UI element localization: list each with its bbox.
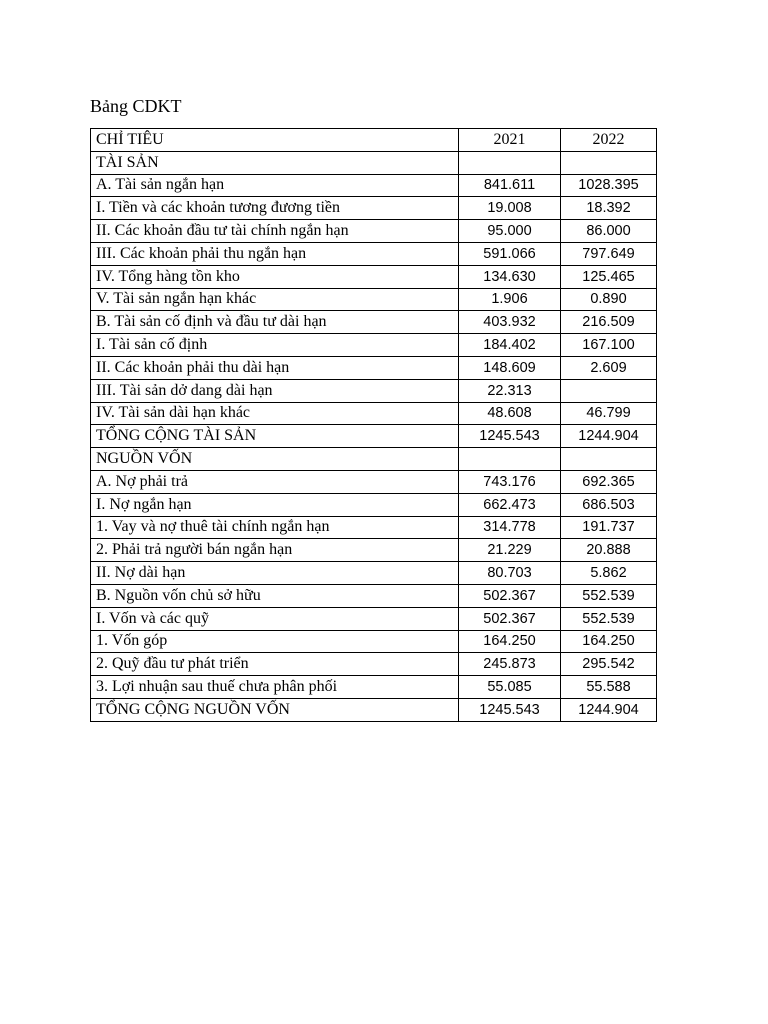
table-row bbox=[91, 493, 657, 516]
row-value-2022: 552.539 bbox=[561, 607, 657, 630]
row-value-2021: 502.367 bbox=[459, 584, 561, 607]
row-value-2022: 191.737 bbox=[561, 516, 657, 539]
table-row bbox=[91, 698, 657, 721]
row-label: 1. Vay và nợ thuê tài chính ngắn hạn bbox=[91, 516, 459, 539]
row-value-2022: 686.503 bbox=[561, 493, 657, 516]
header-year-2021: 2021 bbox=[459, 129, 561, 152]
table-row bbox=[91, 516, 657, 539]
row-value-2022: 125.465 bbox=[561, 265, 657, 288]
row-value-2021: 314.778 bbox=[459, 516, 561, 539]
row-value-2021 bbox=[459, 151, 561, 174]
table-row bbox=[91, 356, 657, 379]
row-value-2022: 2.609 bbox=[561, 356, 657, 379]
row-value-2021: 245.873 bbox=[459, 653, 561, 676]
row-value-2022: 1028.395 bbox=[561, 174, 657, 197]
table-row bbox=[91, 607, 657, 630]
row-value-2021: 55.085 bbox=[459, 676, 561, 699]
row-label: II. Nợ dài hạn bbox=[91, 562, 459, 585]
table-header-row bbox=[91, 129, 657, 152]
row-value-2021 bbox=[459, 448, 561, 471]
table-row bbox=[91, 539, 657, 562]
table-row bbox=[91, 653, 657, 676]
table-body bbox=[91, 151, 657, 721]
table-row bbox=[91, 379, 657, 402]
row-value-2021: 19.008 bbox=[459, 197, 561, 220]
row-label: IV. Tài sản dài hạn khác bbox=[91, 402, 459, 425]
row-value-2021: 1245.543 bbox=[459, 698, 561, 721]
table-row bbox=[91, 562, 657, 585]
row-value-2021: 403.932 bbox=[459, 311, 561, 334]
table-row bbox=[91, 197, 657, 220]
row-value-2022: 1244.904 bbox=[561, 425, 657, 448]
row-value-2022: 295.542 bbox=[561, 653, 657, 676]
table-row bbox=[91, 425, 657, 448]
row-value-2021: 841.611 bbox=[459, 174, 561, 197]
row-value-2021: 134.630 bbox=[459, 265, 561, 288]
row-value-2022 bbox=[561, 448, 657, 471]
header-indicator: CHỈ TIÊU bbox=[91, 129, 459, 152]
row-label: TỔNG CỘNG TÀI SẢN bbox=[91, 425, 459, 448]
row-value-2022: 1244.904 bbox=[561, 698, 657, 721]
balance-sheet-table bbox=[90, 128, 657, 722]
row-value-2022: 20.888 bbox=[561, 539, 657, 562]
row-value-2022: 18.392 bbox=[561, 197, 657, 220]
table-row bbox=[91, 242, 657, 265]
table-row bbox=[91, 334, 657, 357]
row-label: NGUỒN VỐN bbox=[91, 448, 459, 471]
row-value-2021: 1.906 bbox=[459, 288, 561, 311]
row-label: II. Các khoản phải thu dài hạn bbox=[91, 356, 459, 379]
row-label: 3. Lợi nhuận sau thuế chưa phân phối bbox=[91, 676, 459, 699]
row-label: A. Tài sản ngắn hạn bbox=[91, 174, 459, 197]
row-value-2021: 164.250 bbox=[459, 630, 561, 653]
row-label: I. Tài sản cố định bbox=[91, 334, 459, 357]
table-row bbox=[91, 630, 657, 653]
table-row bbox=[91, 311, 657, 334]
row-label: 1. Vốn góp bbox=[91, 630, 459, 653]
row-label: TỔNG CỘNG NGUỒN VỐN bbox=[91, 698, 459, 721]
row-value-2022: 55.588 bbox=[561, 676, 657, 699]
table-row bbox=[91, 676, 657, 699]
row-value-2021: 48.608 bbox=[459, 402, 561, 425]
row-value-2022: 5.862 bbox=[561, 562, 657, 585]
row-label: I. Vốn và các quỹ bbox=[91, 607, 459, 630]
row-label: TÀI SẢN bbox=[91, 151, 459, 174]
table-row bbox=[91, 470, 657, 493]
row-value-2022: 0.890 bbox=[561, 288, 657, 311]
document-title: Bảng CDKT bbox=[90, 96, 182, 116]
row-label: 2. Quỹ đầu tư phát triển bbox=[91, 653, 459, 676]
row-value-2022 bbox=[561, 151, 657, 174]
table-row bbox=[91, 288, 657, 311]
row-value-2022: 46.799 bbox=[561, 402, 657, 425]
row-label: III. Các khoản phải thu ngắn hạn bbox=[91, 242, 459, 265]
row-value-2021: 591.066 bbox=[459, 242, 561, 265]
row-value-2021: 95.000 bbox=[459, 220, 561, 243]
row-value-2021: 80.703 bbox=[459, 562, 561, 585]
table-row bbox=[91, 402, 657, 425]
row-value-2022: 692.365 bbox=[561, 470, 657, 493]
table-row bbox=[91, 584, 657, 607]
row-value-2021: 1245.543 bbox=[459, 425, 561, 448]
row-label: V. Tài sản ngắn hạn khác bbox=[91, 288, 459, 311]
table-row bbox=[91, 265, 657, 288]
table-row bbox=[91, 448, 657, 471]
row-label: B. Tài sản cố định và đầu tư dài hạn bbox=[91, 311, 459, 334]
row-value-2021: 148.609 bbox=[459, 356, 561, 379]
row-label: B. Nguồn vốn chủ sở hữu bbox=[91, 584, 459, 607]
row-value-2022: 552.539 bbox=[561, 584, 657, 607]
row-label: 2. Phải trả người bán ngắn hạn bbox=[91, 539, 459, 562]
row-value-2021: 22.313 bbox=[459, 379, 561, 402]
row-value-2021: 662.473 bbox=[459, 493, 561, 516]
row-label: A. Nợ phải trả bbox=[91, 470, 459, 493]
row-value-2022: 167.100 bbox=[561, 334, 657, 357]
row-label: I. Tiền và các khoản tương đương tiền bbox=[91, 197, 459, 220]
row-value-2022 bbox=[561, 379, 657, 402]
row-value-2021: 184.402 bbox=[459, 334, 561, 357]
row-value-2021: 502.367 bbox=[459, 607, 561, 630]
table-row bbox=[91, 151, 657, 174]
header-year-2022: 2022 bbox=[561, 129, 657, 152]
row-label: II. Các khoản đầu tư tài chính ngắn hạn bbox=[91, 220, 459, 243]
row-value-2021: 21.229 bbox=[459, 539, 561, 562]
row-label: I. Nợ ngắn hạn bbox=[91, 493, 459, 516]
row-label: III. Tài sản dở dang dài hạn bbox=[91, 379, 459, 402]
row-value-2022: 216.509 bbox=[561, 311, 657, 334]
row-value-2022: 164.250 bbox=[561, 630, 657, 653]
table-row bbox=[91, 174, 657, 197]
row-value-2021: 743.176 bbox=[459, 470, 561, 493]
table-row bbox=[91, 220, 657, 243]
row-value-2022: 86.000 bbox=[561, 220, 657, 243]
row-value-2022: 797.649 bbox=[561, 242, 657, 265]
row-label: IV. Tổng hàng tồn kho bbox=[91, 265, 459, 288]
